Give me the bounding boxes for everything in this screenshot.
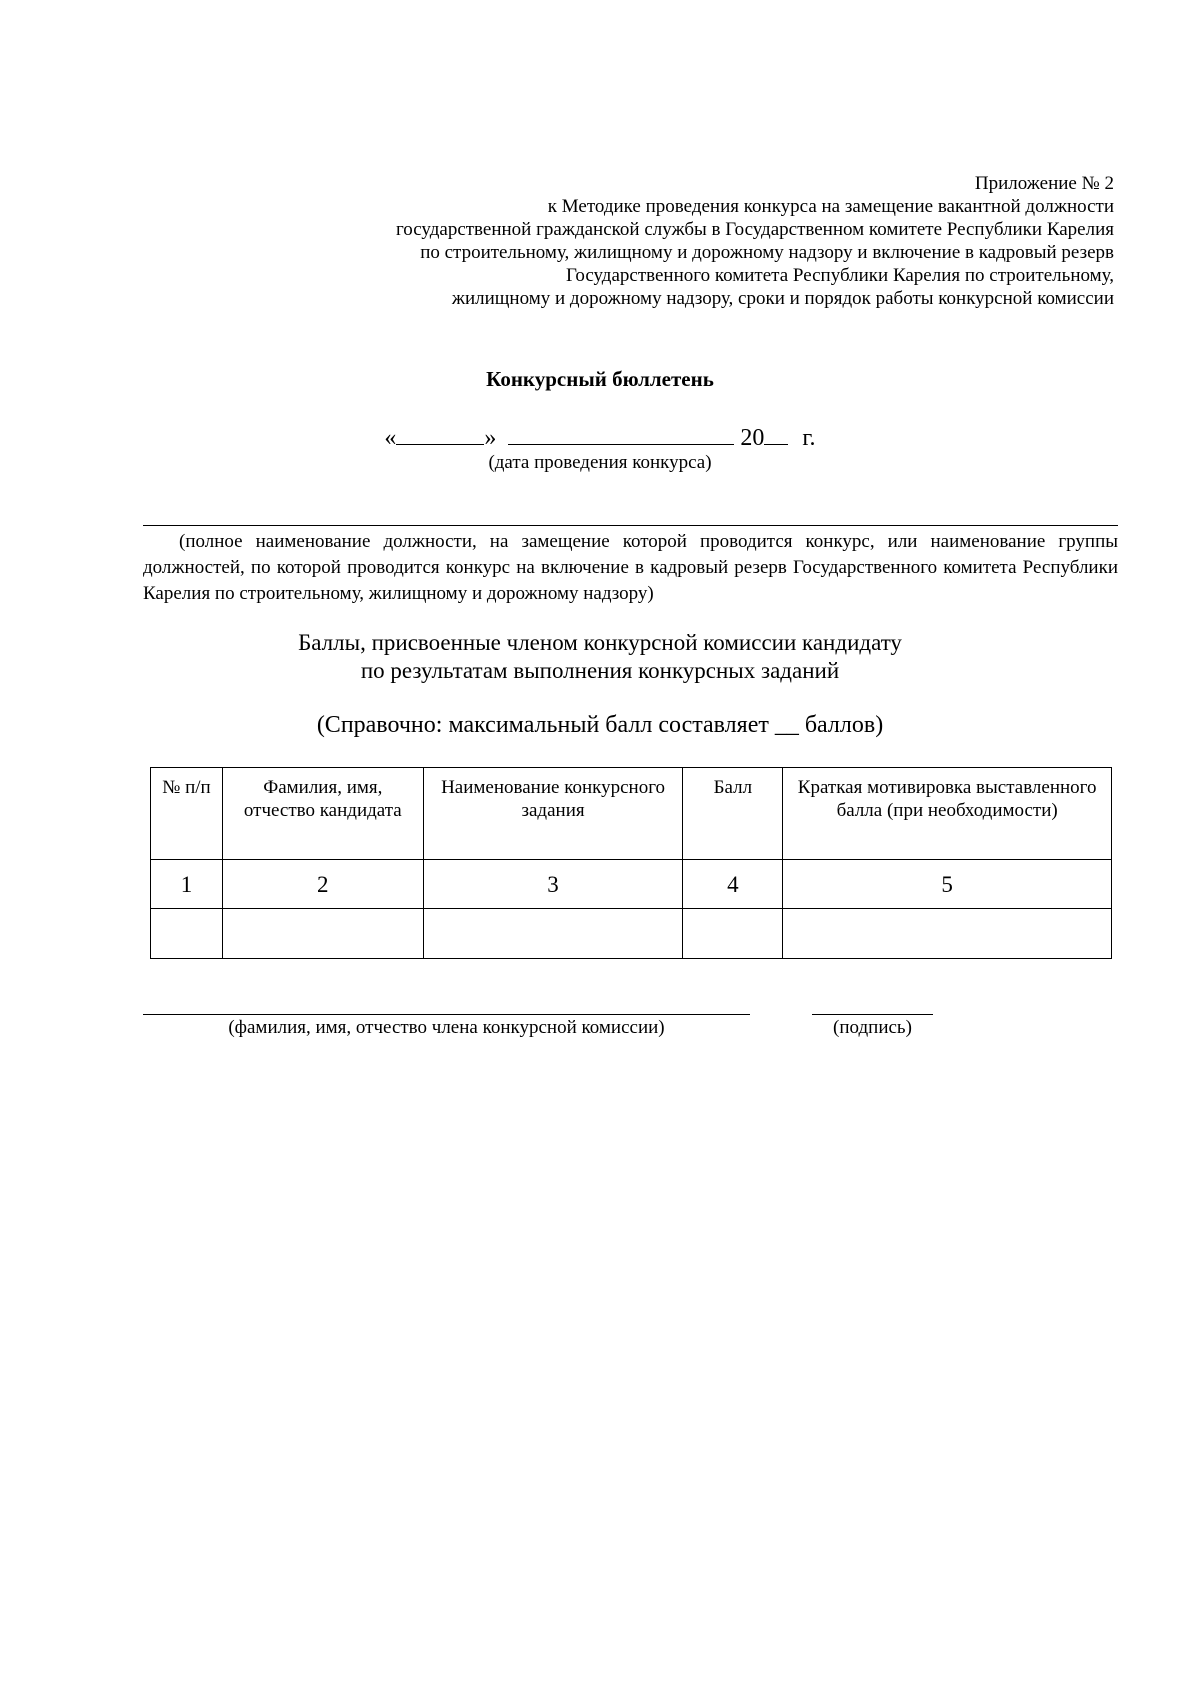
position-caption: (полное наименование должности, на замещение которой проводится конкурс, или наименование группы должностей, по которой проводится конкурс на включение в кадровый резерв Государственного комитета Республики Карелия по строительному, жилищному и дорожному надзору) <box>143 531 1118 604</box>
scores-heading-line: Баллы, присвоенные членом конкурсной комиссии кандидату <box>298 630 902 655</box>
column-number: 4 <box>683 860 783 909</box>
column-number: 1 <box>151 860 223 909</box>
table-cell[interactable] <box>783 909 1112 959</box>
date-caption: (дата проведения конкурса) <box>488 452 712 473</box>
date-open-quote: « <box>384 425 397 451</box>
header-candidate-name: Фамилия, имя, отчество кандидата <box>222 768 423 860</box>
appendix-header <box>200 172 1114 310</box>
date-close-quote: » <box>484 425 497 451</box>
date-year-prefix: 20 <box>740 425 765 451</box>
document-title: Конкурсный бюллетень <box>486 367 714 391</box>
appendix-line: жилищному и дорожному надзору, сроки и порядок работы конкурсной комиссии <box>451 288 1114 309</box>
date-month-blank <box>508 422 734 445</box>
appendix-line: государственной гражданской службы в Государственном комитете Республики Карелия <box>395 219 1114 240</box>
header-number: № п/п <box>151 768 223 860</box>
column-number: 2 <box>222 860 423 909</box>
table-row-empty <box>151 909 1112 959</box>
date-day-blank <box>396 422 484 445</box>
header-motivation: Краткая мотивировка выставленного балла (при необходимости) <box>783 768 1112 860</box>
date-field <box>0 422 1200 452</box>
header-task-name: Наименование конкурсного задания <box>423 768 683 860</box>
table-cell[interactable] <box>683 909 783 959</box>
max-score-reference: (Справочно: максимальный балл составляет __ баллов) <box>316 712 884 738</box>
scores-table <box>150 767 1112 959</box>
table-cell[interactable] <box>151 909 223 959</box>
position-name-blank <box>143 525 1118 526</box>
member-name-blank <box>143 1014 750 1015</box>
appendix-line: Приложение № 2 <box>974 173 1114 194</box>
member-name-caption: (фамилия, имя, отчество члена конкурсной комиссии) <box>228 1017 665 1038</box>
scores-heading-line: по результатам выполнения конкурсных заданий <box>360 658 840 683</box>
date-year-blank <box>764 422 788 445</box>
appendix-line: Государственного комитета Республики Карелия по строительному, <box>566 265 1114 286</box>
column-number: 5 <box>783 860 1112 909</box>
appendix-line: к Методике проведения конкурса на замещение вакантной должности <box>547 196 1114 217</box>
signature-blank <box>812 1014 933 1015</box>
table-header-row <box>151 768 1112 860</box>
signature-caption: (подпись) <box>833 1017 912 1038</box>
table-cell[interactable] <box>423 909 683 959</box>
column-number: 3 <box>423 860 683 909</box>
table-row-column-numbers <box>151 860 1112 909</box>
date-year-suffix: г. <box>802 425 816 451</box>
appendix-line: по строительному, жилищному и дорожному надзору и включение в кадровый резерв <box>420 242 1114 263</box>
scores-heading <box>0 629 1200 685</box>
header-score: Балл <box>683 768 783 860</box>
table-cell[interactable] <box>222 909 423 959</box>
